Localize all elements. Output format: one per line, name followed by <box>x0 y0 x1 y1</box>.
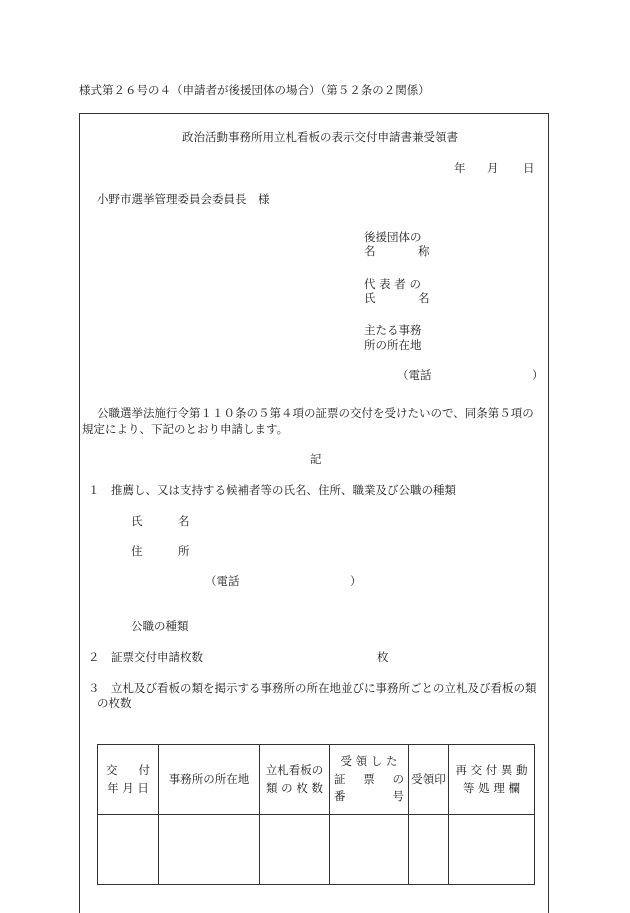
header-office-location: 事務所の所在地 <box>159 745 260 815</box>
ki-marker: 記 <box>310 452 322 466</box>
applicant-phone-close: ） <box>532 368 544 382</box>
group-name-label-2b: 称 <box>418 244 430 258</box>
date-month: 月 <box>487 161 499 175</box>
date-day: 日 <box>523 161 535 175</box>
office-location-label-2: 所の所在地 <box>364 338 422 352</box>
form-caption: 様式第２６号の４（申請者が後援団体の場合）（第５２条の２関係） <box>79 83 430 97</box>
representative-label-2b: 名 <box>418 291 430 305</box>
office-table <box>97 744 535 885</box>
representative-label: 代 表 者 の <box>364 277 421 291</box>
candidate-name-label-a: 氏 <box>131 514 143 528</box>
item3-heading-line-2: の枚数 <box>97 696 132 710</box>
table-cell[interactable] <box>260 815 330 885</box>
office-type-label: 公職の種類 <box>131 619 189 633</box>
item2-heading: ２ 証票交付申請枚数 <box>88 650 203 664</box>
table-cell[interactable] <box>98 815 159 885</box>
table-cell[interactable] <box>159 815 260 885</box>
item3-heading-line-1: ３ 立札及び看板の類を掲示する事務所の所在地並びに事務所ごとの立札及び看板の類 <box>88 681 537 695</box>
item1-heading: １ 推薦し、又は支持する候補者等の氏名、住所、職業及び公職の種類 <box>88 483 456 497</box>
applicant-phone-open: （電話 <box>397 368 432 382</box>
table-row <box>98 815 535 885</box>
header-issue-date: 交 付 年 月 日 <box>98 745 159 815</box>
group-name-label-2a: 名 <box>364 244 376 258</box>
header-sign-count: 立札看板の 類 の 枚 数 <box>260 745 330 815</box>
group-name-label: 後援団体の <box>364 230 422 244</box>
document-title: 政治活動事務所用立札看板の表示交付申請書兼受領書 <box>182 130 458 144</box>
table-cell[interactable] <box>449 815 535 885</box>
header-certificate-number: 受 領 し た 証 票 の 番 号 <box>330 745 409 815</box>
candidate-phone-open: （電話 <box>205 574 240 588</box>
representative-label-2a: 氏 <box>364 291 376 305</box>
candidate-address-label-b: 所 <box>178 544 190 558</box>
table-cell[interactable] <box>409 815 449 885</box>
table-cell[interactable] <box>330 815 409 885</box>
date-year: 年 <box>454 161 466 175</box>
addressee: 小野市選挙管理委員会委員長 様 <box>97 192 270 206</box>
header-reissue-processing: 再 交 付 異 動 等 処 理 欄 <box>449 745 535 815</box>
table-header-row <box>98 745 535 815</box>
candidate-name-label-b: 名 <box>178 514 190 528</box>
candidate-address-label-a: 住 <box>131 544 143 558</box>
body-text-line-2: 規定により、下記のとおり申請します。 <box>82 422 289 436</box>
header-receipt-seal: 受領印 <box>409 745 449 815</box>
candidate-phone-close: ） <box>350 574 362 588</box>
item2-unit: 枚 <box>377 650 389 664</box>
office-location-label: 主たる事務 <box>364 323 422 337</box>
body-text-line-1: 公職選挙法施行令第１１０条の５第４項の証票の交付を受けたいので、同条第５項の <box>97 406 534 420</box>
